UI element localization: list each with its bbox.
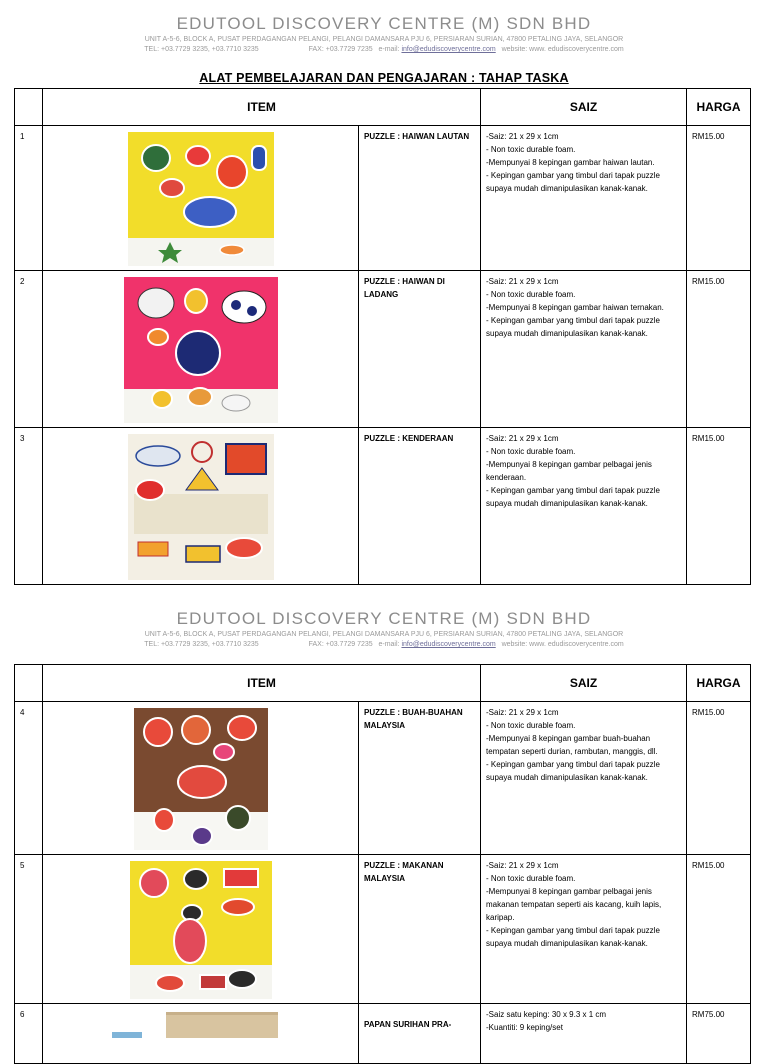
item-number: 5 [15, 855, 43, 1004]
items-table [14, 664, 751, 1064]
company-tel: TEL: +03.7729 3235, +03.7710 3235 [144, 46, 259, 53]
sea-animals-puzzle-image [128, 132, 274, 266]
table-row [15, 855, 751, 1004]
company-name: EDUTOOL DISCOVERY CENTRE (M) SDN BHD [176, 609, 592, 628]
item-number: 1 [15, 126, 43, 271]
company-fax: FAX: +03.7729 7235 [308, 641, 373, 648]
table-row [15, 428, 751, 585]
header-no [15, 89, 43, 126]
company-contact [0, 45, 768, 55]
company-name: EDUTOOL DISCOVERY CENTRE (M) SDN BHD [176, 14, 592, 33]
header-item: ITEM [43, 665, 481, 702]
letterhead [0, 609, 768, 650]
item-price: RM15.00 [687, 702, 751, 855]
item-number: 3 [15, 428, 43, 585]
item-photo [43, 126, 359, 271]
header-size: SAIZ [481, 89, 687, 126]
email-link[interactable]: info@edudiscoverycentre.com [401, 641, 496, 648]
table-row [15, 1004, 751, 1064]
item-name: PUZZLE : HAIWAN DI LADANG [359, 271, 481, 428]
item-number: 2 [15, 271, 43, 428]
header-size: SAIZ [481, 665, 687, 702]
item-price: RM15.00 [687, 855, 751, 1004]
table-row [15, 702, 751, 855]
item-description: -Saiz satu keping: 30 x 9.3 x 1 cm -Kuantiti: 9 keping/set [481, 1004, 687, 1064]
item-name: PUZZLE : MAKANAN MALAYSIA [359, 855, 481, 1004]
item-name: PUZZLE : HAIWAN LAUTAN [359, 126, 481, 271]
fruits-puzzle-image [134, 708, 268, 850]
header-price: HARGA [687, 665, 751, 702]
item-description: -Saiz: 21 x 29 x 1cm - Non toxic durable foam. -Mempunyai 8 kepingan gambar haiwan lautan. - Kepingan gambar yang timbul dari tapak puzzle supaya mudah dimanipulasikan kanak-kanak. [481, 126, 687, 271]
item-photo [43, 702, 359, 855]
table-row [15, 271, 751, 428]
tracing-board-image [48, 1008, 359, 1038]
header-no [15, 665, 43, 702]
food-puzzle-image [130, 861, 272, 999]
header-item: ITEM [43, 89, 481, 126]
letterhead [0, 14, 768, 55]
item-photo [43, 271, 359, 428]
item-photo [43, 1004, 359, 1064]
company-website: website: www. edudiscoverycentre.com [501, 46, 624, 53]
company-fax: FAX: +03.7729 7235 [308, 46, 373, 53]
company-contact [0, 640, 768, 650]
table-header-row [15, 665, 751, 702]
item-price: RM15.00 [687, 126, 751, 271]
item-name: PAPAN SURIHAN PRA- [359, 1004, 481, 1064]
item-name: PUZZLE : BUAH-BUAHAN MALAYSIA [359, 702, 481, 855]
vehicles-puzzle-image [128, 434, 274, 580]
email-label: e-mail: [378, 46, 400, 53]
email-link[interactable]: info@edudiscoverycentre.com [401, 46, 496, 53]
item-photo [43, 428, 359, 585]
item-price: RM75.00 [687, 1004, 751, 1064]
email-label: e-mail: [378, 641, 400, 648]
company-address: UNIT A-5-6, BLOCK A, PUSAT PERDAGANGAN PELANGI, PELANGI DAMANSARA PJU 6, PERSIARAN SURIAN, 47800 PETALING JAYA, SELANGOR [144, 631, 624, 638]
item-number: 4 [15, 702, 43, 855]
item-name: PUZZLE : KENDERAAN [359, 428, 481, 585]
farm-animals-puzzle-image [124, 277, 278, 423]
header-price: HARGA [687, 89, 751, 126]
item-number: 6 [15, 1004, 43, 1064]
item-price: RM15.00 [687, 428, 751, 585]
company-website: website: www. edudiscoverycentre.com [501, 641, 624, 648]
item-description: -Saiz: 21 x 29 x 1cm - Non toxic durable foam. -Mempunyai 8 kepingan gambar haiwan ternakan. - Kepingan gambar yang timbul dari tapak puzzle supaya mudah dimanipulasikan kanak-kanak. [481, 271, 687, 428]
table-row [15, 126, 751, 271]
document-title: ALAT PEMBELAJARAN DAN PENGAJARAN : TAHAP TASKA [199, 71, 569, 85]
item-description: -Saiz: 21 x 29 x 1cm - Non toxic durable foam. -Mempunyai 8 kepingan gambar pelbagai jenis makanan tempatan seperti ais kacang, kuih lapis, karipap. - Kepingan gambar yang timbul dari tapak puzzle supaya mudah dimanipulasikan kanak-kanak. [481, 855, 687, 1004]
item-description: -Saiz: 21 x 29 x 1cm - Non toxic durable foam. -Mempunyai 8 kepingan gambar pelbagai jenis kenderaan. - Kepingan gambar yang timbul dari tapak puzzle supaya mudah dimanipulasikan kanak-kanak. [481, 428, 687, 585]
company-tel: TEL: +03.7729 3235, +03.7710 3235 [144, 641, 259, 648]
company-address: UNIT A-5-6, BLOCK A, PUSAT PERDAGANGAN PELANGI, PELANGI DAMANSARA PJU 6, PERSIARAN SURIAN, 47800 PETALING JAYA, SELANGOR [144, 36, 624, 43]
table-header-row [15, 89, 751, 126]
item-price: RM15.00 [687, 271, 751, 428]
items-table [14, 88, 751, 585]
item-photo [43, 855, 359, 1004]
item-description: -Saiz: 21 x 29 x 1cm - Non toxic durable foam. -Mempunyai 8 kepingan gambar buah-buahan tempatan seperti durian, rambutan, manggis, dll. - Kepingan gambar yang timbul dari tapak puzzle supaya mudah dimanipulasikan kanak-kanak. [481, 702, 687, 855]
